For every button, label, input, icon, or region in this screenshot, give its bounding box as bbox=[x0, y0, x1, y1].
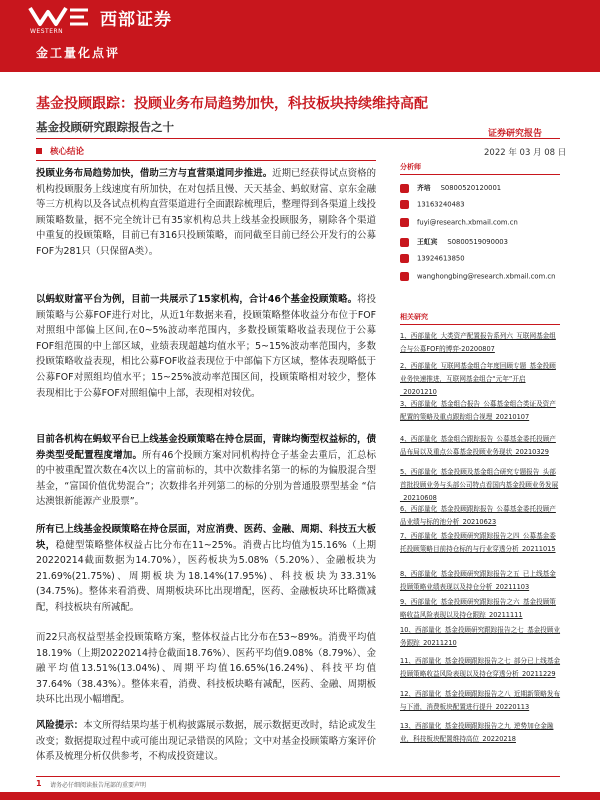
related-divider bbox=[400, 324, 560, 325]
related-item[interactable]: 4、西部量化_基金组合跟踪报告_公募基金委托投顾产品布局以及重点公募基金投顾业务现状_20210329 bbox=[400, 435, 556, 457]
paragraph-lead: 以蚂蚁财富平台为例，目前一共展示了15家机构，合计46个基金投顾策略。 bbox=[36, 294, 358, 305]
related-item[interactable]: 13、西部量化_基金投顾跟踪报告之九_逆势加仓金融业，科技板块配置维持高位_20220218 bbox=[400, 722, 554, 744]
analyst-2-name-row bbox=[400, 236, 508, 250]
brand-name: 西部证券 bbox=[100, 10, 172, 30]
analyst-name: 王虹宾 bbox=[417, 238, 438, 246]
person-icon bbox=[400, 238, 409, 247]
phone-icon bbox=[400, 254, 409, 263]
paragraph-body: 稳健型策略整体权益占比分布在11~25%。消费占比均值为15.16%（上期20220214截面数据为14.70%），医药板块为5.08%（5.20%）、金融板块为21.69%(21.75%)、周期板块为18.14%(17.95%)、科技板块为33.31%(34.75%)。整体来看消费、周期板块环比出现增配，医药、金融板块环比略微减配，科技板块有所减配。 bbox=[36, 539, 376, 613]
related-item[interactable]: 8、西部量化_基金投顾研究跟踪报告之五_已上线基金投顾策略业绩表现以及持仓分析_20211103 bbox=[400, 570, 556, 592]
analyst-1-phone-row bbox=[400, 200, 465, 214]
related-item[interactable]: 7、西部量化_基金投顾研究跟踪报告之四_公募基金委托投顾策略目前持仓标的与行业穿透分析_20211015 bbox=[400, 532, 556, 554]
report-subtitle: 基金投顾研究跟踪报告之十 bbox=[36, 120, 174, 134]
analyst-section-label: 分析师 bbox=[400, 163, 421, 171]
related-item[interactable]: 3、西部量化_基金组合报告_公募基金组合类证及资产配置的策略及重点跟踪组合视理_20210107 bbox=[400, 400, 556, 422]
mail-icon bbox=[400, 218, 409, 227]
analyst-phone: 13163240483 bbox=[417, 200, 465, 209]
logo-subtext: WESTERN bbox=[30, 28, 64, 35]
report-type: 证券研究报告 bbox=[488, 129, 543, 139]
related-section-label: 相关研究 bbox=[400, 313, 428, 321]
paragraph-body: 近期已经获得试点资格的机构投顾服务上线速度有所加快，在对包括且慢、天天基金、蚂蚁财富、京东金融等三方机构以及各试点机构直营渠道进行全面跟踪梳理后，整理得到各渠道上线投顾策略数量，据不完全统计已有35家机构总共上线基金投顾服务，剔除各个渠道中重复的投顾策略，目前已有316只投顾策略，而同截至目前已经公开发行的公募FOF为281只（只保留A类）。 bbox=[36, 168, 376, 257]
footer-bar bbox=[0, 792, 600, 800]
analyst-email[interactable]: fuyi@research.xbmail.com.cn bbox=[417, 218, 518, 227]
page-number: 1 bbox=[36, 779, 42, 788]
western-logo-icon bbox=[26, 4, 92, 30]
analyst-name: 齐培 bbox=[417, 184, 431, 192]
analyst-divider bbox=[400, 174, 560, 175]
related-item[interactable]: 10、西部量化_基金投顾研究跟踪报告之七_基金投顾业务跟踪_20211210 bbox=[400, 626, 561, 648]
analyst-2-phone-row bbox=[400, 254, 465, 268]
paragraph-1 bbox=[36, 166, 376, 260]
phone-icon bbox=[400, 200, 409, 209]
report-date: 2022 年 03 月 08 日 bbox=[484, 148, 567, 158]
core-divider bbox=[36, 160, 376, 161]
related-item[interactable]: 6、西部量化_基金投顾跟踪报告_公募基金委托投顾产品业绩与标的池分析_20210623 bbox=[400, 505, 556, 527]
paragraph-lead: 风险提示： bbox=[36, 720, 84, 731]
related-item[interactable]: 11、西部量化_基金投顾跟踪报告之七_部分已上线基金投顾策略收益风险表现以及持仓穿透分析_20211229 bbox=[400, 657, 561, 679]
risk-paragraph bbox=[36, 718, 376, 765]
person-icon bbox=[400, 184, 409, 193]
footer-disclaimer: 请务必仔细阅读报告尾部的重要声明 bbox=[50, 782, 147, 789]
paragraph-lead: 投顾业务布局趋势加快，借助三方与直营渠道同步推进。 bbox=[36, 168, 273, 179]
analyst-1-email-row bbox=[400, 218, 518, 232]
analyst-cert: S0800520120001 bbox=[440, 184, 502, 192]
analyst-email[interactable]: wanghongbing@research.xbmail.com.cn bbox=[417, 272, 556, 281]
report-title: 基金投顾跟踪：投顾业务布局趋势加快，科技板块持续维持高配 bbox=[36, 96, 428, 112]
analyst-phone: 13924613850 bbox=[417, 254, 465, 263]
analyst-2-email-row bbox=[400, 272, 555, 286]
square-bullet-icon bbox=[36, 148, 42, 154]
paragraph-lead: 所有已上线基金投顾策略在持仓层面，对应消费、医药、金融、周期、科技五大板块， bbox=[36, 524, 376, 551]
paragraph-4 bbox=[36, 522, 376, 616]
analyst-1-name-row bbox=[400, 182, 501, 196]
related-item[interactable]: 1、西部量化_大类资产配置报告系列六_互联网基金组合与公募FOF的博弈-20200807 bbox=[400, 332, 556, 354]
paragraph-body: 所有46个投顾方案对同机构持仓子基金去重后，汇总标的中被重配置次数在4次以上的富前标的，其中次数排名第一的标的为偏股混合型基金，“富国价值优势混合”；次数排名并列第二的标的分别为普通股票型基金 “信达澳银新能源产业股票”。 bbox=[36, 449, 376, 508]
report-category: 金工量化点评 bbox=[36, 46, 121, 60]
footer-divider bbox=[36, 776, 560, 777]
mail-icon bbox=[400, 272, 409, 281]
title-divider bbox=[36, 138, 560, 139]
related-item[interactable]: 12、西部量化_基金投顾跟踪报告之八_近期新策略发布与下滑，消费板块配置进行提升_20220113 bbox=[400, 690, 561, 712]
paragraph-5 bbox=[36, 630, 376, 708]
paragraph-body: 而22只高权益型基金投顾策略方案，整体权益占比分布在53~89%。消费平均值18.19%（上期20220214持仓截面18.76%）、医药平均值9.08%（8.79%）、金融平均值13.51%(13.04%)、周期平均值16.65%(16.24%)、科技平均值37.64%（38.43%）。整体来看，消费、科技板块略有减配，医药、金融、周期板块环比出现小幅增配。 bbox=[36, 632, 376, 706]
paragraph-3 bbox=[36, 432, 376, 510]
related-item[interactable]: 5、西部量化_基金投顾及基金组合研究专题报告_头部首批投顾业务与头部公司特点看国内基金投顾业务发展_20210608 bbox=[400, 468, 559, 503]
core-section-header bbox=[36, 145, 376, 157]
paragraph-lead: 目前各机构在蚂蚁平台已上线基金投顾策略在持仓层面，青睐均衡型权益标的，债券类型受配置程度增加。 bbox=[36, 434, 376, 461]
related-item[interactable]: 2、西部量化_互联网基金组合年度回顾专题_基金投顾业务快速推进，互联网基金组合“元年”开启_20201210 bbox=[400, 362, 556, 397]
paragraph-2 bbox=[36, 292, 376, 401]
paragraph-body: 将投顾策略与公募FOF进行对比，从近1年数据来看，投顾策略整体收益分布位于FOF对照组中部偏上区间,在0~5%波动率范围内，多数投顾策略收益表现位于公募FOF组范围的中上部区域，业绩表现超越均值水平；5~15%波动率范围内，多数投顾策略收益表现，相比公募FOF收益表现位于中部偏下方区域，整体表现略低于公募FOF对照组均值水平；15~25%波动率范围区间，投顾策略相对较少，整体表现相比于公募FOF对照组偏中上部，表现相对较优。 bbox=[36, 294, 376, 399]
analyst-cert: S0800519090003 bbox=[447, 238, 508, 246]
core-section-label: 核心结论 bbox=[50, 147, 85, 157]
related-item[interactable]: 9、西部量化_基金投顾研究跟踪报告之六_基金投顾策略收益风险表现以及持仓跟踪_20211111 bbox=[400, 598, 556, 620]
paragraph-body: 本文所得结果均基于机构披露展示数据，展示数据更改时，结论或发生改变；数据提取过程中或可能出现记录错误的风险；文中对基金投顾策略方案评价体系及梳理分析仅供参考，不构成投资建议。 bbox=[36, 720, 376, 763]
